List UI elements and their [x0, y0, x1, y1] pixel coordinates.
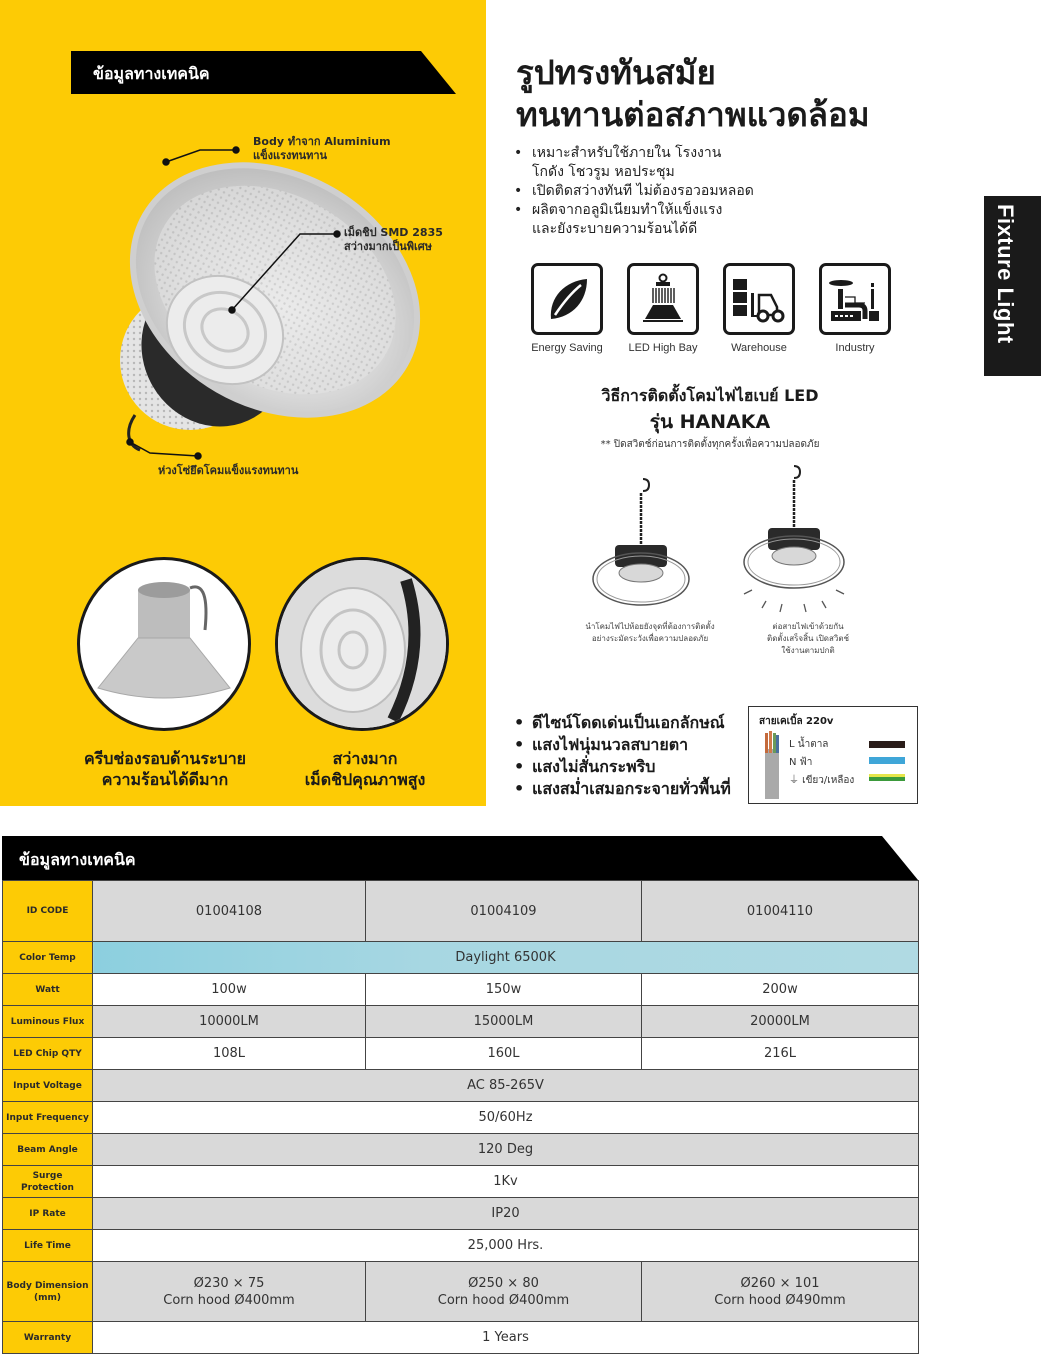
spec-row-surge-protection [3, 1166, 919, 1198]
icon-label: Energy Saving [531, 342, 603, 354]
cable-wire-label-neutral: N ฟ้า [789, 757, 813, 768]
caption-line: ใช้งานตามปกติ [781, 646, 835, 655]
installation-title-line: วิธีการติดตั้งโคมไฟไฮเบย์ LED [601, 386, 819, 405]
benefit-text: และยังระบายความร้อนได้ดี [532, 221, 698, 237]
spec-row-body-dimension [3, 1262, 919, 1322]
spec-row-input-voltage [3, 1070, 919, 1102]
spec-row-ip-rate [3, 1198, 919, 1230]
spec-value: 01004108 [93, 881, 366, 942]
spec-label: Warranty [3, 1322, 93, 1354]
spec-row-watt [3, 974, 919, 1006]
cable-legend-title: สายเคเบิ้ล 220v [759, 716, 834, 727]
spec-label: Input Frequency [3, 1102, 93, 1134]
callout-line: สว่างมากเป็นพิเศษ [344, 240, 433, 253]
spec-row-led-chip-qty [3, 1038, 919, 1070]
spec-value: 01004110 [642, 881, 919, 942]
spec-value: 15000LM [366, 1006, 642, 1038]
caption-line: ความร้อนได้ดีมาก [101, 770, 229, 789]
spec-value: 100w [93, 974, 366, 1006]
spec-label [3, 1262, 93, 1322]
spec-label: Beam Angle [3, 1134, 93, 1166]
spec-value-line: Corn hood Ø490mm [714, 1292, 846, 1308]
cable-swatch-blue [869, 757, 905, 764]
benefit-item [514, 201, 754, 239]
spec-label: Surge Protection [3, 1166, 93, 1198]
product-headline [516, 52, 870, 136]
design-point-item: • ดีไซน์โดดเด่นเป็นเอกลักษณ์ [514, 712, 731, 734]
spec-value: 108L [93, 1038, 366, 1070]
cable-swatch-green-yellow [869, 774, 905, 781]
spec-row-input-frequency [3, 1102, 919, 1134]
spec-value-line: Ø230 × 75 [193, 1275, 265, 1291]
spec-value: 160L [366, 1038, 642, 1070]
spec-value-line: Corn hood Ø400mm [437, 1292, 570, 1308]
callout-chain-hook [158, 464, 298, 478]
feature-caption-heatsink [70, 748, 260, 790]
caption-line: นำโคมไฟไปห้อยยังจุดที่ต้องการติดตั้ง [585, 622, 715, 631]
spec-row-color-temp [3, 942, 919, 974]
cable-wire-label-ground: ⏚ เขียว/เหลือง [789, 775, 855, 786]
feature-image-heatsink [77, 557, 251, 731]
tech-info-banner-title: ข้อมูลทางเทคนิค [93, 64, 210, 83]
spec-value: 10000LM [93, 1006, 366, 1038]
spec-table-header [2, 836, 918, 880]
spec-value: 1 Years [93, 1322, 919, 1354]
spec-label: Watt [3, 974, 93, 1006]
benefit-item [514, 182, 754, 201]
spec-value [93, 1262, 366, 1322]
benefit-text: โกดัง โชวรูม หอประชุม [532, 164, 675, 180]
spec-value: 50/60Hz [93, 1102, 919, 1134]
product-hero-panel [0, 0, 486, 806]
design-point-item: • แสงไม่สั่นกระพริบ [514, 756, 731, 778]
installation-model-name: รุ่น HANAKA [649, 411, 771, 433]
installation-title [560, 383, 860, 435]
high-bay-lamp-icon [639, 273, 687, 325]
cable-icon [761, 731, 783, 799]
category-side-tab-label: Fixture Light [993, 204, 1018, 344]
application-icon-row [519, 263, 903, 354]
application-led-high-bay [615, 263, 711, 354]
install-step-1-caption [560, 621, 740, 645]
spec-row-life-time [3, 1230, 919, 1262]
spec-value: 20000LM [642, 1006, 919, 1038]
spec-label: Color Temp [3, 942, 93, 974]
application-energy-saving [519, 263, 615, 354]
caption-line: ติดตั้งเสร็จสิ้น เปิดสวิตช์ [767, 634, 849, 643]
spec-value: 25,000 Hrs. [93, 1230, 919, 1262]
spec-label-line: Body Dimension [6, 1280, 89, 1291]
spec-value: Daylight 6500K [93, 942, 919, 974]
spec-value: 1Kv [93, 1166, 919, 1198]
spec-label-line: (mm) [34, 1292, 61, 1303]
design-point-item: • แสงไฟนุ่มนวลสบายตา [514, 734, 731, 756]
install-step-1-illustration [585, 475, 705, 615]
cable-wire-label-live: L น้ำตาล [789, 739, 829, 750]
spec-label: ID CODE [3, 881, 93, 942]
spec-value: 150w [366, 974, 642, 1006]
headline-line: ทนทานต่อสภาพแวดล้อม [516, 95, 870, 134]
spec-row-luminous-flux [3, 1006, 919, 1038]
callout-line: เม็ดชิป SMD 2835 [344, 226, 443, 239]
spec-value-line: Ø250 × 80 [468, 1275, 539, 1291]
callout-line: ห่วงโซ่ยึดโคมแข็งแรงทนทาน [158, 464, 299, 477]
lamp-side-view-icon [80, 560, 248, 728]
spec-value: AC 85-265V [93, 1070, 919, 1102]
icon-label: LED High Bay [628, 342, 698, 354]
feature-caption-led-chips [275, 748, 455, 790]
caption-line: สว่างมาก [332, 749, 398, 768]
spec-label: Input Voltage [3, 1070, 93, 1102]
spec-value-line: Corn hood Ø400mm [163, 1292, 295, 1308]
feature-image-led-chips [275, 557, 449, 731]
spec-value: 01004109 [366, 881, 642, 942]
spec-label: Luminous Flux [3, 1006, 93, 1038]
spec-value: 120 Deg [93, 1134, 919, 1166]
design-point-list [514, 712, 731, 800]
application-warehouse [711, 263, 807, 354]
caption-line: ครีบช่องรอบด้านระบาย [83, 749, 247, 768]
led-board-closeup-icon [278, 560, 446, 728]
spec-value [642, 1262, 919, 1322]
benefit-text: เปิดติดสว่างทันที ไม่ต้องรอวอมหลอด [532, 183, 754, 199]
spec-label: IP Rate [3, 1198, 93, 1230]
spec-value [366, 1262, 642, 1322]
icon-label: Industry [835, 342, 875, 354]
spec-table-title: ข้อมูลทางเทคนิค [19, 850, 136, 869]
spec-value: 216L [642, 1038, 919, 1070]
spec-row-warranty [3, 1322, 919, 1354]
spec-label: LED Chip QTY [3, 1038, 93, 1070]
benefit-item [514, 144, 754, 182]
callout-line: แข็งแรงทนทาน [253, 149, 328, 162]
callout-body-aluminium [253, 135, 391, 163]
application-industry [807, 263, 903, 354]
spec-value: IP20 [93, 1198, 919, 1230]
spec-value: 200w [642, 974, 919, 1006]
caption-line: เม็ดชิปคุณภาพสูง [304, 770, 426, 789]
spec-table [2, 880, 919, 1354]
design-point-item: • แสงสม่ำเสมอกระจายทั่วพื้นที่ [514, 778, 731, 800]
spec-value-line: Ø260 × 101 [740, 1275, 820, 1291]
headline-line: รูปทรงทันสมัย [516, 53, 716, 92]
forklift-icon [731, 275, 787, 323]
benefit-list [514, 144, 754, 239]
leaf-icon [543, 275, 591, 323]
callout-line: Body ทำจาก Aluminium [253, 135, 391, 148]
install-step-2-caption [718, 621, 898, 657]
factory-icon [827, 275, 883, 323]
benefit-text: ผลิตจากอลูมิเนียมทำให้แข็งแรง [532, 202, 723, 218]
caption-line: อย่างระมัดระวังเพื่อความปลอดภัย [591, 634, 709, 643]
installation-safety-note: ** ปิดสวิตช์ก่อนการติดตั้งทุกครั้งเพื่อความปลอดภัย [600, 439, 820, 450]
install-step-2-illustration [738, 462, 858, 617]
cable-swatch-brown [869, 741, 905, 748]
spec-label: Life Time [3, 1230, 93, 1262]
category-side-tab [984, 196, 1041, 376]
spec-row-beam-angle [3, 1134, 919, 1166]
caption-line: ต่อสายไฟเข้าด้วยกัน [772, 622, 844, 631]
icon-label: Warehouse [731, 342, 787, 354]
benefit-text: เหมาะสำหรับใช้ภายใน โรงงาน [532, 145, 722, 161]
spec-row-id-code [3, 881, 919, 942]
cable-legend-box [748, 706, 918, 804]
callout-smd-chip [344, 226, 443, 254]
